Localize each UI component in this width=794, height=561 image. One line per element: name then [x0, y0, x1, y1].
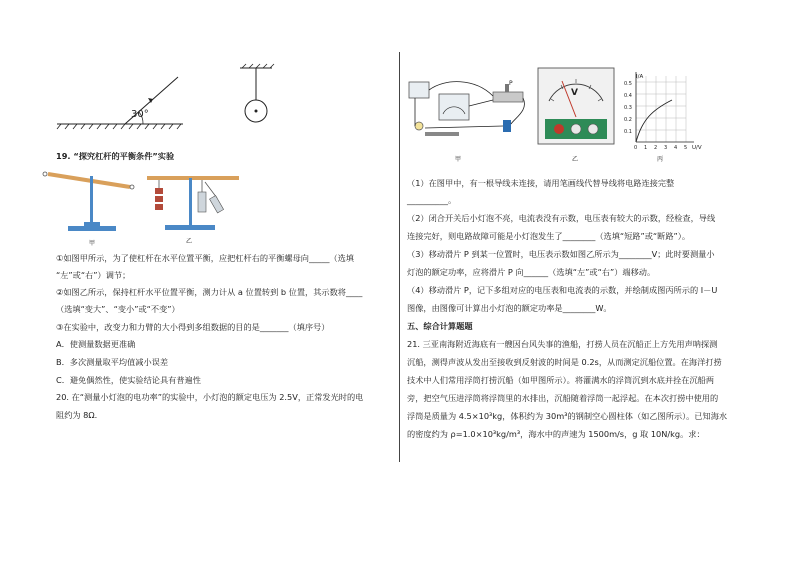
column-divider — [399, 52, 400, 462]
graph-bing-caption: 丙 — [657, 156, 664, 163]
lever-figure-jia — [40, 168, 150, 248]
q20-part2-line2: 连接完好，则电路故障可能是小灯泡发生了________（选填“短路”或“断路”）。 — [407, 231, 691, 241]
graph-ylabel: I/A — [636, 74, 644, 80]
meter-symbol: V — [571, 88, 578, 98]
graph-y-tick: 0.4 — [624, 93, 632, 99]
q19-option-c: C．避免偶然性，使实验结论具有普遍性 — [56, 375, 201, 385]
voltmeter-figure-yi — [537, 67, 617, 147]
lever-yi-caption: 乙 — [186, 238, 193, 245]
q21-line3: 技术中人们常用浮筒打捞沉船（如甲图所示）。将灌满水的浮筒沉到水底并拴在沉船两 — [407, 375, 715, 385]
graph-x-tick: 5 — [684, 145, 688, 151]
lever-figure-yi — [145, 168, 255, 248]
q19-option-a: A．使测量数据更准确 — [56, 339, 136, 349]
angle-label: 30° — [131, 109, 149, 120]
q19-item3: ③在实验中，改变力和力臂的大小得到多组数据的目的是_______（填序号） — [56, 322, 330, 332]
graph-x-tick: 0 — [634, 145, 638, 151]
lever-jia-caption: 甲 — [89, 240, 96, 247]
q20-part4-line1: （4）移动滑片 P，记下多组对应的电压表和电流表的示数，并绘制成图丙所示的 I－U — [407, 285, 718, 295]
q19-item2-line1: ②如图乙所示，保持杠杆水平位置平衡，测力计从 a 位置转到 b 位置，其示数将____ — [56, 287, 363, 297]
q19-title: 19. “探究杠杆的平衡条件”实验 — [56, 151, 175, 161]
q20-part1-line2: __________。 — [407, 195, 457, 205]
voltmeter-yi-caption: 乙 — [572, 156, 579, 163]
section5-heading: 五、综合计算题题 — [407, 321, 473, 331]
q21-line1: 21. 三亚南海附近海底有一艘因台风失事的渔船，打捞人员在沉船正上方先用声呐探测 — [407, 339, 718, 349]
q21-line5: 浮筒是质量为 4.5×10³kg，体积约为 30m³的钢制空心圆柱体（如乙图所示）。已知海水 — [407, 411, 728, 421]
graph-y-tick: 0.5 — [624, 81, 632, 87]
q21-line6: 的密度约为 ρ=1.0×10³kg/m³，海水中的声速为 1500m/s，g 取 10N/kg。求： — [407, 429, 705, 439]
q20-part1-line1: （1）在图甲中，有一根导线未连接，请用笔画线代替导线将电路连接完整 — [407, 178, 675, 188]
q21-line4: 旁，把空气压进浮筒将浮筒里的水排出，沉船随着浮筒一起浮起。在本次打捞中使用的 — [407, 393, 719, 403]
hanging-ball-figure — [238, 64, 278, 134]
graph-y-tick: 0.2 — [624, 117, 632, 123]
graph-y-tick: 0.3 — [624, 105, 632, 111]
graph-xlabel: U/V — [692, 145, 702, 151]
incline-ray-figure — [55, 72, 195, 152]
q20-part4-line2: 图像，由图像可计算出小灯泡的额定功率是________W。 — [407, 303, 612, 313]
q20-part3-line2: 灯泡的额定功率，应将滑片 P 向______（选填“左”或“右”）端移动。 — [407, 267, 656, 277]
q19-item1-line2: “左”或“右”）调节； — [56, 270, 131, 280]
q21-line2: 沉船，测得声波从发出至接收到反射波的时间是 0.2s，从而测定沉船位置。在海洋打捞 — [407, 357, 722, 367]
q20-part2-line1: （2）闭合开关后小灯泡不亮，电流表没有示数，电压表有较大的示数，经检查，导线 — [407, 213, 716, 223]
q20-part3-line1: （3）移动滑片 P 到某一位置时，电压表示数如图乙所示为________V；此时要测量小 — [407, 249, 715, 259]
q20-line1: 20. 在“测量小灯泡的电功率”的实验中，小灯泡的额定电压为 2.5V，正常发光时的电 — [56, 392, 364, 402]
p-label: P — [509, 80, 513, 87]
graph-x-tick: 3 — [664, 145, 668, 151]
q20-line2: 阻约为 8Ω. — [56, 410, 98, 420]
graph-x-tick: 2 — [654, 145, 658, 151]
graph-y-tick: 0.1 — [624, 129, 632, 135]
iu-graph-bing — [620, 70, 700, 150]
graph-x-tick: 1 — [644, 145, 648, 151]
q19-option-b: B．多次测量取平均值减小误差 — [56, 357, 169, 367]
q19-item1-line1: ①如图甲所示，为了使杠杆在水平位置平衡，应把杠杆右的平衡螺母向_____（选填 — [56, 253, 354, 263]
circuit-jia-caption: 甲 — [455, 156, 462, 163]
graph-x-tick: 4 — [674, 145, 678, 151]
q19-item2-line2: （选填“变大”、“变小”或“不变”） — [56, 304, 180, 314]
